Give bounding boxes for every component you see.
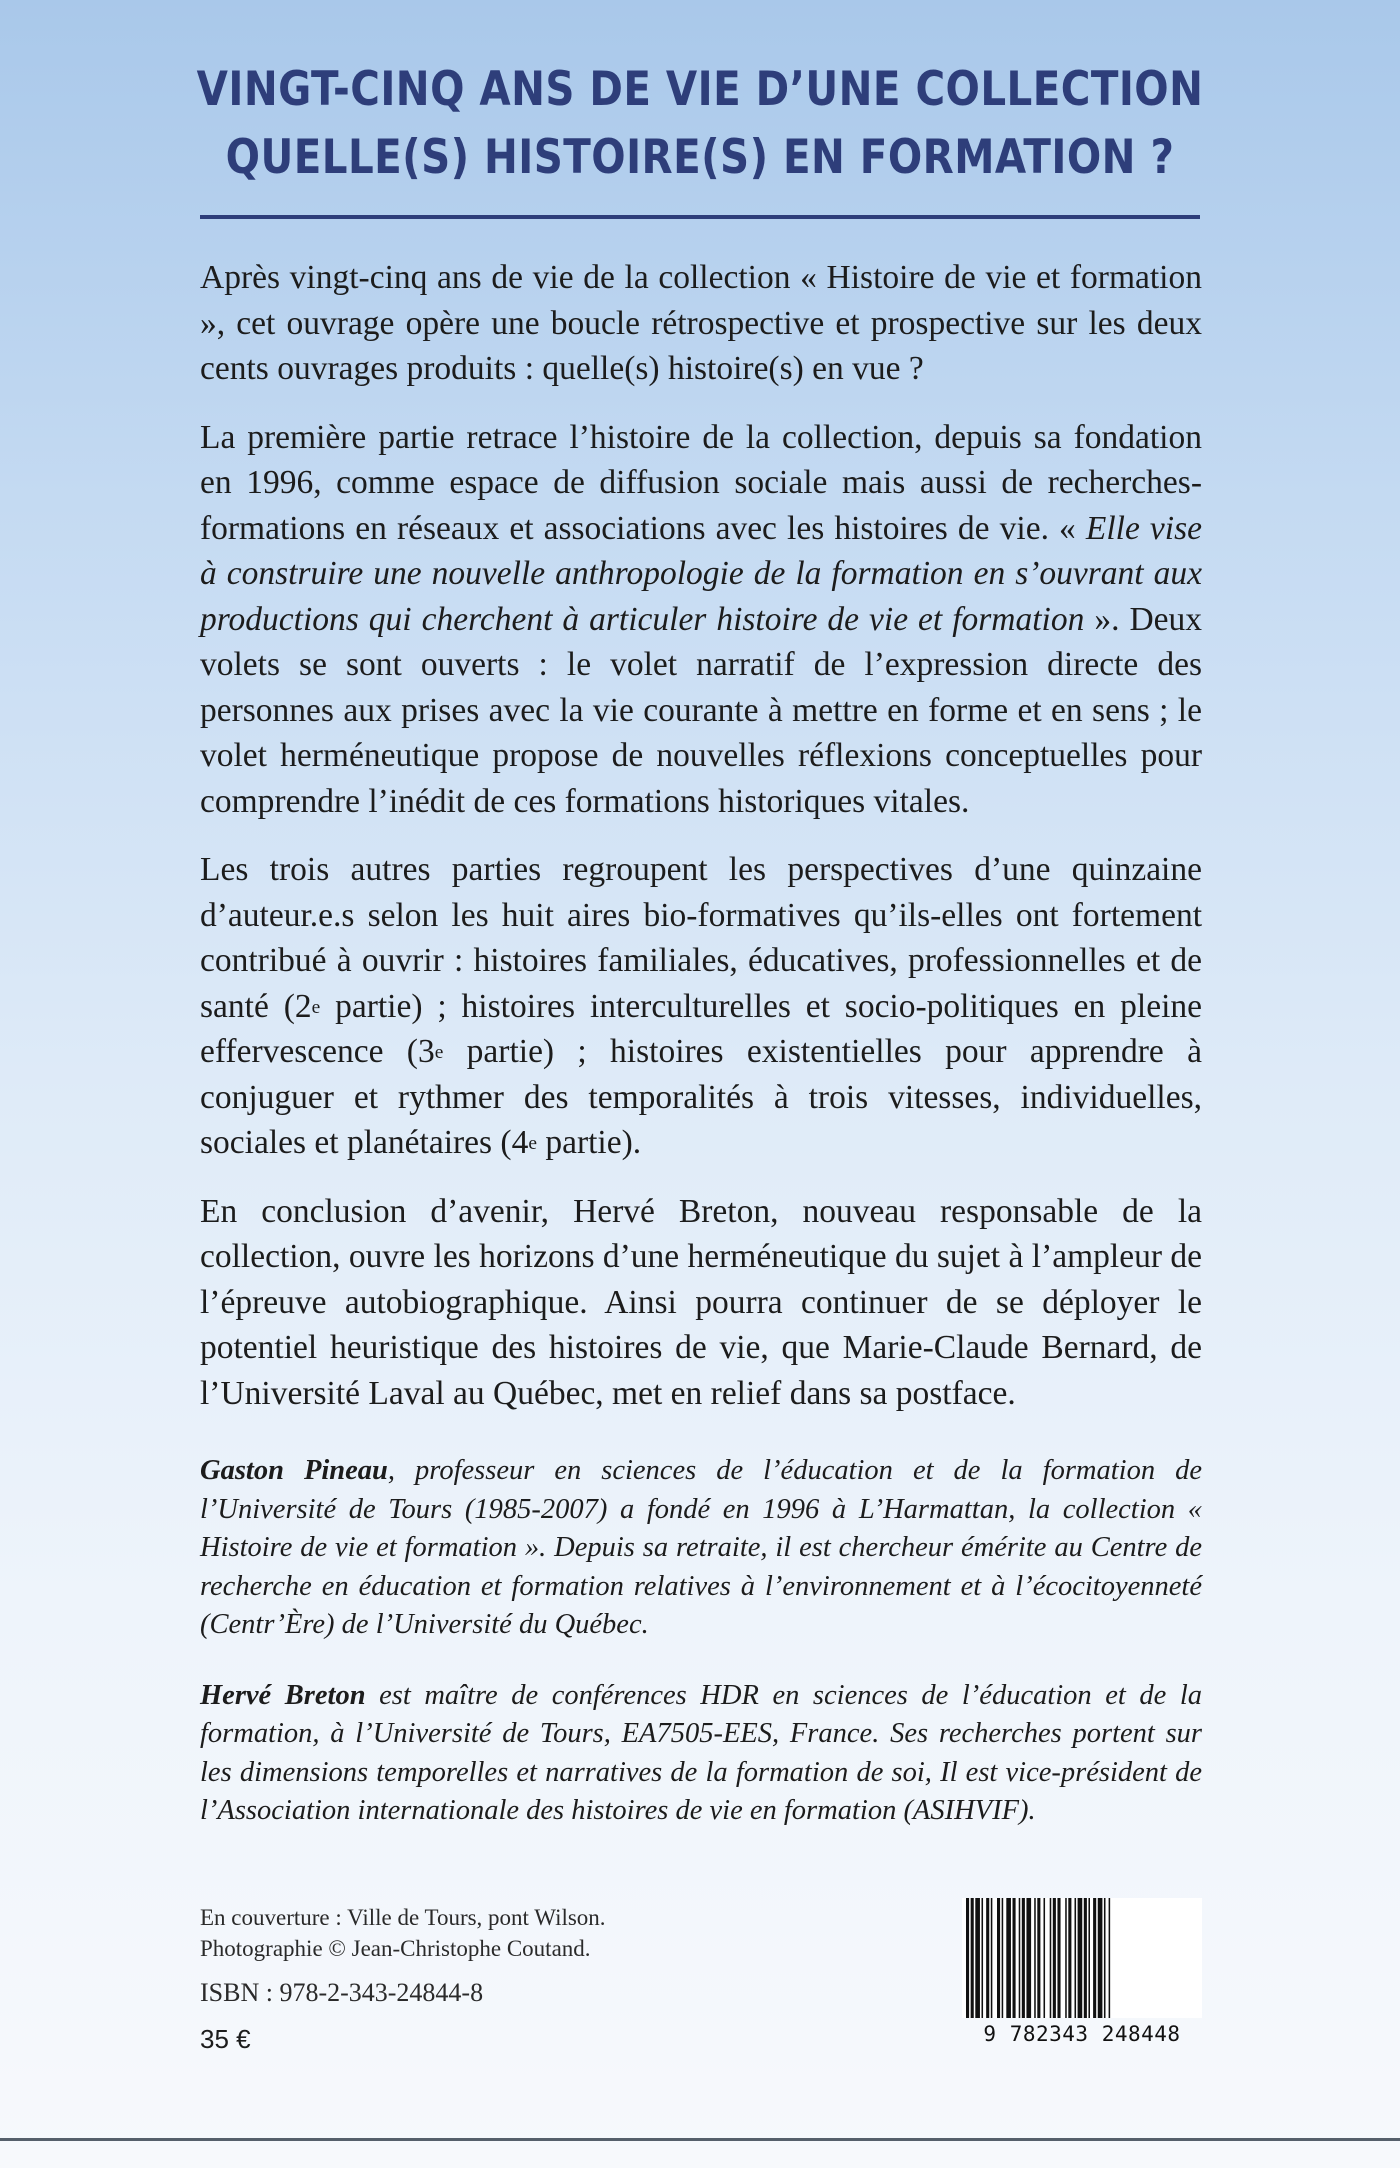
p3-part-c: partie) ; histoires existentielles pour apprendre à conjuguer et rythmer des temporalités à trois vitesses, individuelles, sociales et planétaires (4 bbox=[200, 1033, 1202, 1161]
barcode-bar bbox=[975, 1898, 980, 2018]
bottom-divider bbox=[0, 2138, 1400, 2141]
barcode-bar bbox=[1022, 1898, 1025, 2018]
barcode-bar bbox=[1034, 1898, 1036, 2018]
author-bio-pineau bbox=[200, 1452, 1202, 1645]
barcode-bar bbox=[1044, 1898, 1046, 2018]
barcode-bar bbox=[966, 1898, 969, 2018]
author-name-breton: Hervé Breton bbox=[200, 1679, 366, 1711]
p2-start: La première partie retrace l’histoire de la collection, depuis sa fondation en 1996, comme espace de diffusion sociale mais aussi de recherches-formations en réseaux et associations avec les histoires de vie. « bbox=[200, 418, 1202, 547]
blurb-paragraph-4: En conclusion d’avenir, Hervé Breton, nouveau responsable de la collection, ouvre les horizons d’une herméneutique du sujet à l’ampleur de l’épreuve autobiographique. Ainsi pourra continuer de se déployer le potentiel heuristique des histoires de vie, que Marie-Claude Bernard, de l’Université Laval au Québec, met en relief dans sa postface. bbox=[200, 1192, 1202, 1412]
title-line-2: QUELLE(S) HISTOIRE(S) EN FORMATION ? bbox=[225, 130, 1175, 185]
p2-end: ». Deux volets se sont ouverts : le volet narratif de l’expression directe des personnes aux prises avec la vie courante à mettre en forme et en sens ; le volet herméneutique propose de nouvelles réflexions conceptuelles pour comprendre l’inédit de ces formations historiques vitales. bbox=[200, 600, 1203, 820]
barcode-bar bbox=[1088, 1898, 1090, 2018]
barcode-bar bbox=[991, 1898, 993, 2018]
credit-line-2: Photographie © Jean-Christophe Coutand. bbox=[200, 1936, 591, 1961]
barcode-bar bbox=[986, 1898, 989, 2018]
p3-part-d: partie). bbox=[536, 1124, 642, 1161]
price: 35 € bbox=[200, 2024, 251, 2054]
p3-part-b: partie) ; histoires interculturelles et socio-politiques en pleine effervescence (3 bbox=[200, 987, 1202, 1070]
blurb-paragraph-2 bbox=[200, 415, 1202, 825]
book-title bbox=[98, 56, 1302, 192]
barcode-bar bbox=[1104, 1898, 1106, 2018]
barcode-bar bbox=[997, 1898, 1000, 2018]
barcode-bar bbox=[1078, 1898, 1083, 2018]
barcode-bar bbox=[1006, 1898, 1011, 2018]
barcode-bar bbox=[1013, 1898, 1016, 2018]
superscript-e: e bbox=[311, 996, 321, 1018]
author-bio-breton bbox=[200, 1677, 1202, 1831]
title-line-1: VINGT-CINQ ANS DE VIE D’UNE COLLECTION bbox=[196, 62, 1204, 117]
superscript-e: e bbox=[434, 1042, 444, 1064]
barcode-bar bbox=[1050, 1898, 1052, 2018]
barcode-bar bbox=[1057, 1898, 1060, 2018]
author-text-breton: est maître de conférences HDR en sciences de l’éducation et de la formation, à l’Université de Tours, EA7505-EES, France. Ses recherches portent sur les dimensions temporelles et narratives de la formation de soi, Il est vice-président de l’Association internationale des histoires de vie en formation (ASIHVIF). bbox=[200, 1679, 1202, 1826]
barcode-bar bbox=[1093, 1898, 1096, 2018]
p2-quote: Elle vise à construire une nouvelle anthropologie de la formation en s’ouvrant aux productions qui cherchent à articuler histoire de vie et formation bbox=[200, 509, 1202, 638]
barcode-bar bbox=[1019, 1898, 1021, 2018]
barcode-bar bbox=[971, 1898, 974, 2018]
author-text-pineau: , professeur en sciences de l’éducation et de la formation de l’Université de Tours (1985-2007) a fondé en 1996 à L’Harmattan, la collection « Histoire de vie et formation ». Depuis sa retraite, il est chercheur émérite au Centre de recherche en éducation et formation relatives à l’environnement et à l’écocitoyenneté (Centr’Ère) de l’Université du Québec. bbox=[200, 1455, 1202, 1640]
superscript-e: e bbox=[528, 1133, 537, 1155]
blurb-paragraph-1: Après vingt-cinq ans de vie de la collection « Histoire de vie et formation », cet ouvrage opère une boucle rétrospective et prospective sur les deux cents ouvrages produits : quelle(s) histoire(s) en vue ? bbox=[200, 259, 1202, 387]
barcode-bar bbox=[1068, 1898, 1071, 2018]
blurb bbox=[200, 255, 1202, 1439]
barcode-bar bbox=[1109, 1898, 1111, 2018]
title-divider bbox=[200, 215, 1200, 219]
barcode-bars bbox=[962, 1898, 1202, 2018]
author-bios bbox=[200, 1452, 1202, 1863]
credit-line-1: En couverture : Ville de Tours, pont Wilson. bbox=[200, 1905, 606, 1930]
barcode-bar bbox=[1053, 1898, 1056, 2018]
author-name-pineau: Gaston Pineau bbox=[200, 1455, 388, 1486]
barcode-digits: 9 782343 248448 bbox=[983, 2022, 1181, 2046]
p3-part-a: Les trois autres parties regroupent les perspectives d’une quinzaine d’auteur.e.s selon les huit aires bio-formatives qu’ils-elles ont fortement contribué à ouvrir : histoires familiales, éducatives, professionnelles et de santé (2 bbox=[200, 851, 1202, 1025]
isbn: ISBN : 978-2-343-24844-8 bbox=[200, 1978, 484, 2007]
barcode-bar bbox=[982, 1898, 984, 2018]
barcode-bar bbox=[1084, 1898, 1087, 2018]
barcode-bar bbox=[1098, 1898, 1103, 2018]
barcode-bar bbox=[1075, 1898, 1077, 2018]
barcode bbox=[962, 1898, 1202, 2058]
cover-credits bbox=[200, 1902, 606, 1964]
barcode-bar bbox=[1002, 1898, 1004, 2018]
barcode-bar bbox=[1065, 1898, 1067, 2018]
blurb-paragraph-3 bbox=[200, 847, 1202, 1166]
barcode-bar bbox=[1037, 1898, 1040, 2018]
barcode-bar bbox=[1026, 1898, 1031, 2018]
